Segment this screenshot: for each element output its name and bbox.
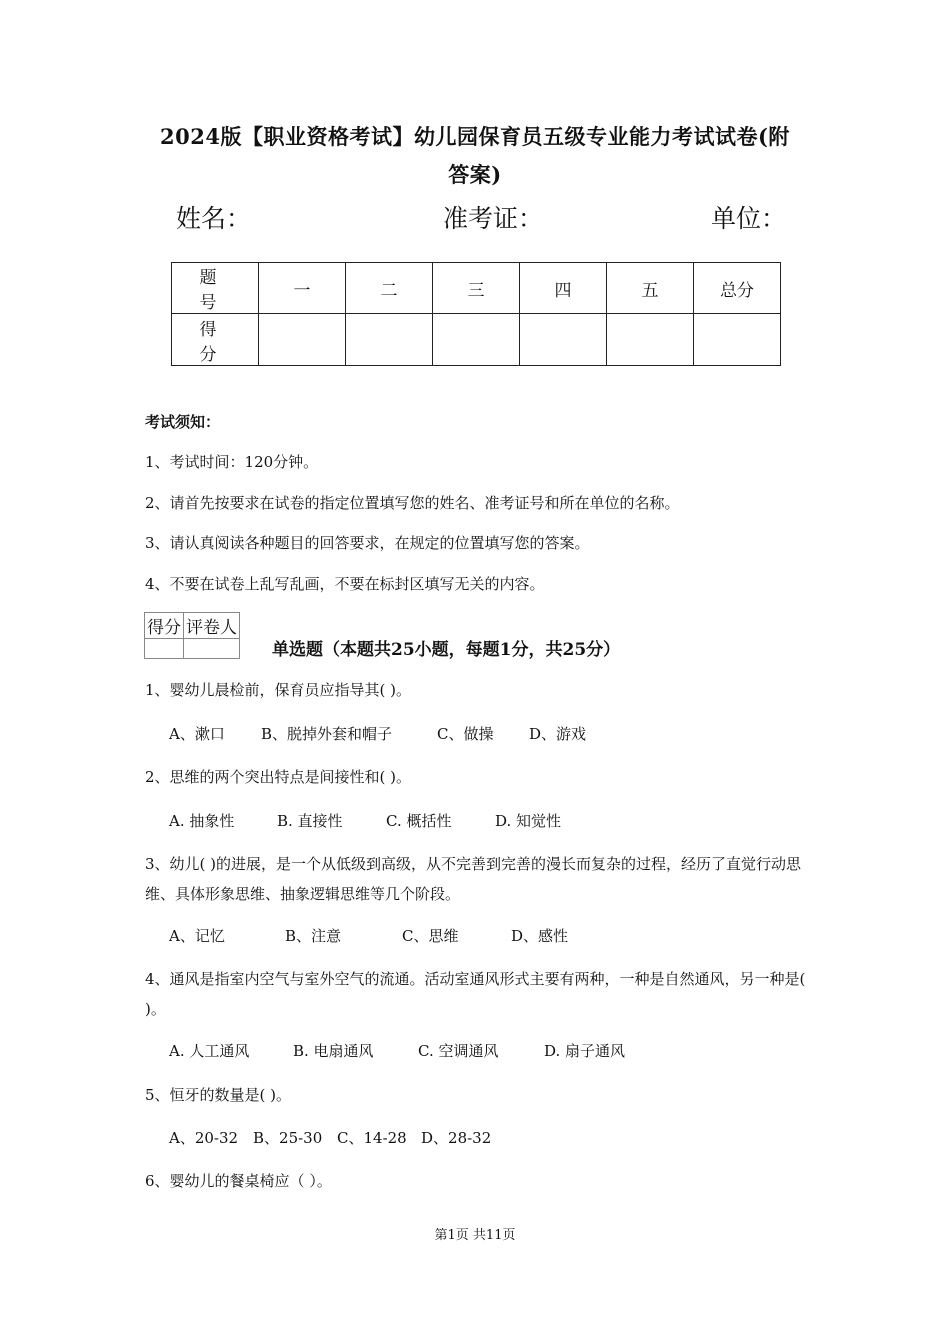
unit-label: 单位： — [711, 204, 787, 233]
option-d[interactable]: D. 扇子通风 — [544, 1042, 626, 1060]
question-4-options — [169, 1039, 625, 1063]
score-table-score-label: 得 分 — [172, 314, 259, 366]
grader-box-grader-label: 评卷人 — [184, 613, 240, 639]
question-2: 2、思维的两个突出特点是间接性和( )。 — [145, 768, 412, 786]
title-line-1: 2024版【职业资格考试】幼儿园保育员五级专业能力考试试卷(附 — [160, 124, 790, 149]
option-d[interactable]: D、游戏 — [529, 725, 587, 743]
note-item: 3、请认真阅读各种题目的回答要求，在规定的位置填写您的答案。 — [145, 534, 590, 552]
option-a[interactable]: A、记忆 — [169, 927, 225, 945]
score-cell[interactable] — [694, 314, 781, 366]
score-table-col-total: 总分 — [694, 263, 781, 314]
score-table-col-1: 一 — [259, 263, 346, 314]
grader-box-score-cell[interactable] — [145, 639, 184, 659]
question-6: 6、婴幼儿的餐桌椅应（ ）。 — [145, 1172, 332, 1190]
option-c[interactable]: C、14-28 — [337, 1129, 407, 1147]
option-b[interactable]: B. 电扇通风 — [293, 1042, 374, 1060]
option-d[interactable]: D. 知觉性 — [495, 812, 562, 830]
title-line-2: 答案) — [448, 162, 502, 187]
question-2-options — [169, 809, 561, 833]
option-a[interactable]: A. 抽象性 — [169, 812, 235, 830]
note-item: 1、考试时间：120分钟。 — [145, 453, 319, 471]
option-d[interactable]: D、感性 — [511, 927, 569, 945]
note-item: 4、不要在试卷上乱写乱画，不要在标封区填写无关的内容。 — [145, 575, 545, 593]
score-table-col-2: 二 — [346, 263, 433, 314]
name-label: 姓名： — [176, 204, 252, 233]
question-4: 4、通风是指室内空气与室外空气的流通。活动室通风形式主要有两种，一种是自然通风，另一种是( )。 — [145, 970, 806, 1018]
question-5: 5、恒牙的数量是( )。 — [145, 1086, 292, 1104]
score-cell[interactable] — [433, 314, 520, 366]
option-c[interactable]: C、思维 — [402, 927, 459, 945]
option-a[interactable]: A、漱口 — [169, 725, 225, 743]
notes-title: 考试须知： — [145, 413, 221, 431]
question-5-options — [169, 1126, 491, 1150]
score-table-score-row — [172, 314, 781, 366]
grader-box-grader-cell[interactable] — [184, 639, 240, 659]
score-cell[interactable] — [520, 314, 607, 366]
score-table — [171, 262, 781, 366]
section-heading: 单选题（本题共25小题，每题1分，共25分） — [272, 640, 621, 660]
score-cell[interactable] — [607, 314, 694, 366]
option-a[interactable]: A、20-32 — [169, 1129, 239, 1147]
page-footer: 第1页 共11页 — [434, 1228, 516, 1243]
option-b[interactable]: B、脱掉外套和帽子 — [261, 725, 393, 743]
question-1: 1、婴幼儿晨检前，保育员应指导其( )。 — [145, 681, 412, 699]
score-table-col-5: 五 — [607, 263, 694, 314]
question-1-options — [169, 722, 586, 746]
option-c[interactable]: C. 空调通风 — [418, 1042, 499, 1060]
exam-id-label: 准考证： — [443, 204, 544, 233]
option-b[interactable]: B、注意 — [285, 927, 342, 945]
option-c[interactable]: C、做操 — [437, 725, 494, 743]
question-3-options — [169, 924, 568, 948]
score-cell[interactable] — [259, 314, 346, 366]
option-b[interactable]: B. 直接性 — [277, 812, 343, 830]
score-table-col-4: 四 — [520, 263, 607, 314]
option-a[interactable]: A. 人工通风 — [169, 1042, 250, 1060]
question-3: 3、幼儿( )的进展，是一个从低级到高级，从不完善到完善的漫长而复杂的过程，经历了直觉行动思维、具体形象思维、抽象逻辑思维等几个阶段。 — [145, 855, 802, 903]
score-table-header-row — [172, 263, 781, 314]
grader-box — [144, 612, 240, 659]
option-b[interactable]: B、25-30 — [253, 1129, 323, 1147]
grader-box-score-label: 得分 — [145, 613, 184, 639]
score-table-header-label: 题 号 — [172, 263, 259, 314]
option-d[interactable]: D、28-32 — [421, 1129, 492, 1147]
score-cell[interactable] — [346, 314, 433, 366]
document-title — [120, 118, 830, 194]
note-item: 2、请首先按要求在试卷的指定位置填写您的姓名、准考证号和所在单位的名称。 — [145, 494, 680, 512]
score-table-col-3: 三 — [433, 263, 520, 314]
option-c[interactable]: C. 概括性 — [386, 812, 452, 830]
